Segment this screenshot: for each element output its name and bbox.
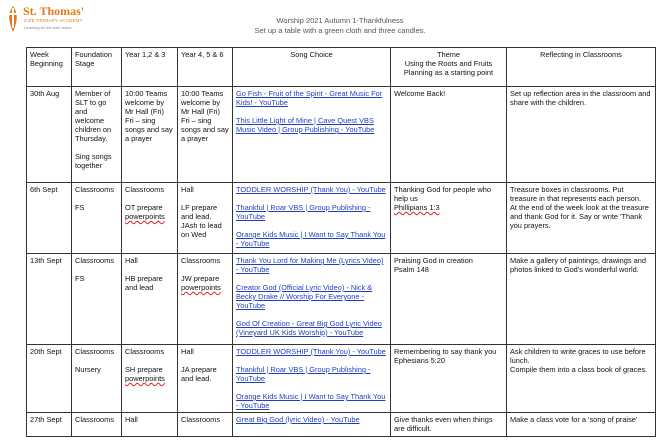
- week-cell: 13th Sept: [27, 254, 72, 345]
- table-row: [27, 183, 656, 254]
- year-123-cell: Classrooms SH prepare powerpoints: [122, 345, 178, 413]
- school-name: St. Thomas': [23, 4, 85, 18]
- school-subtitle: CofE PRIMARY ACADEMY: [24, 18, 83, 23]
- year-456-cell: Classrooms JW prepare powerpoints: [178, 254, 233, 345]
- document-title: Worship 2021 Autumn 1-Thankfulness: [276, 16, 404, 25]
- song-link[interactable]: Creator God (Official Lyric Video) - Nick & Becky Drake // Worship For Everyone - YouTube: [236, 283, 373, 310]
- song-link[interactable]: Go Fish - Fruit of the Spirit - Great Music For Kids! - YouTube: [236, 89, 383, 107]
- reflect-cell: Make a gallery of paintings, drawings and photos linked to God's wonderful world.: [507, 254, 656, 345]
- reflect-cell: Make a class vote for a 'song of praise': [507, 413, 656, 437]
- col-year-123: Year 1,2 & 3: [122, 48, 178, 87]
- song-link[interactable]: Great Big God (lyric Video) - YouTube: [236, 415, 360, 424]
- song-cell: [233, 254, 391, 345]
- col-week: Week Beginning: [27, 48, 72, 87]
- song-link[interactable]: Thankful | Roar VBS | Group Publishing - YouTube: [236, 203, 371, 221]
- col-foundation: Foundation Stage: [72, 48, 122, 87]
- theme-cell: Welcome Back!: [391, 87, 507, 183]
- table-row: [27, 87, 656, 183]
- table-row: [27, 254, 656, 345]
- document-subtitle: Set up a table with a green cloth and three candles.: [254, 26, 426, 35]
- year-456-cell: Hall LF prepare and lead. JAsh to lead on Wed: [178, 183, 233, 254]
- table-row: [27, 345, 656, 413]
- year-123-cell: Hall: [122, 413, 178, 437]
- table-row: [27, 413, 656, 437]
- song-link[interactable]: TODDLER WORSHIP (Thank You) - YouTube: [236, 185, 386, 194]
- week-cell: 27th Sept: [27, 413, 72, 437]
- reflect-cell: Treasure boxes in classrooms. Put treasure in that represents each person. At the end of the week look at the treasure and thank God for it. Say or write 'Thank you prayers.: [507, 183, 656, 254]
- year-123-cell: Hall HB prepare and lead: [122, 254, 178, 345]
- col-year-456: Year 4, 5 & 6: [178, 48, 233, 87]
- foundation-cell: Member of SLT to go and welcome children on Thursday. Sing songs together: [72, 87, 122, 183]
- year-123-cell: Classrooms OT prepare powerpoints: [122, 183, 178, 254]
- song-link[interactable]: Orange Kids Music | I Want to Say Thank You - YouTube: [236, 392, 386, 410]
- year-456-cell: Classrooms: [178, 413, 233, 437]
- theme-cell: Praising God in creation Psalm 148: [391, 254, 507, 345]
- year-456-cell: Hall JA prepare and lead.: [178, 345, 233, 413]
- foundation-cell: Classrooms Nursery: [72, 345, 122, 413]
- school-tagline: Learning for life with Jesus: [24, 25, 72, 30]
- foundation-cell: Classrooms: [72, 413, 122, 437]
- col-song: Song Choice: [233, 48, 391, 87]
- week-cell: 20th Sept: [27, 345, 72, 413]
- song-link[interactable]: God Of Creation - Great Big God Lyric Video (Vineyard UK Kids Worship) - YouTube: [236, 319, 382, 337]
- theme-cell: Thanking God for people who help us Phillipians 1:3: [391, 183, 507, 254]
- school-logo: [4, 4, 124, 48]
- year-456-cell: 10:00 Teams welcome by Mr Hall (Fri) Fri – sing songs and say a prayer: [178, 87, 233, 183]
- col-theme: Theme Using the Roots and Fruits Planning as a starting point: [391, 48, 507, 87]
- table-header-row: [27, 48, 656, 87]
- reflect-cell: Set up reflection area in the classroom and share with the children.: [507, 87, 656, 183]
- song-link[interactable]: Thank You Lord for Making Me (Lyrics Video) - YouTube: [236, 256, 384, 274]
- reflect-cell: Ask children to write graces to use before lunch. Compile them into a class book of graces.: [507, 345, 656, 413]
- song-link[interactable]: Thankful | Roar VBS | Group Publishing - YouTube: [236, 365, 371, 383]
- foundation-cell: Classrooms FS: [72, 183, 122, 254]
- col-reflect: Reflecting in Classrooms: [507, 48, 656, 87]
- foundation-cell: Classrooms FS: [72, 254, 122, 345]
- song-cell: [233, 345, 391, 413]
- worship-plan-table: [26, 47, 656, 437]
- song-cell: [233, 183, 391, 254]
- year-123-cell: 10:00 Teams welcome by Mr Hall (Fri) Fri – sing songs and say a prayer: [122, 87, 178, 183]
- song-link[interactable]: Orange Kids Music | I Want to Say Thank You - YouTube: [236, 230, 386, 248]
- song-link[interactable]: TODDLER WORSHIP (Thank You) - YouTube: [236, 347, 386, 356]
- song-link[interactable]: This Little Light of Mine | Cave Quest VBS Music Video | Group Publishing - YouTube: [236, 116, 375, 134]
- week-cell: 30th Aug: [27, 87, 72, 183]
- theme-cell: Remembering to say thank you Ephesians 5:20: [391, 345, 507, 413]
- week-cell: 6th Sept: [27, 183, 72, 254]
- theme-cell: Give thanks even when things are difficult.: [391, 413, 507, 437]
- cross-logo-icon: [4, 4, 22, 34]
- song-cell: [233, 87, 391, 183]
- document-header: [190, 16, 490, 36]
- song-cell: [233, 413, 391, 437]
